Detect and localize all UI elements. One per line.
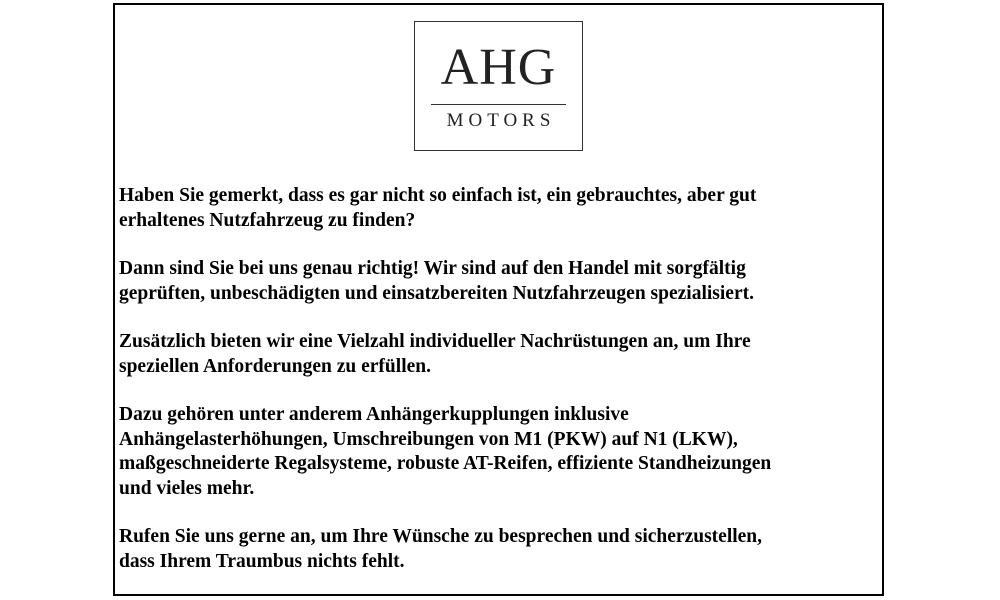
paragraph-contact	[119, 525, 879, 574]
text-line: Dazu gehören unter anderem Anhängerkupplungen inklusive	[119, 404, 629, 425]
ahg-motors-logo	[414, 21, 583, 151]
logo-wordmark: AHG	[440, 39, 557, 96]
text-line: Rufen Sie uns gerne an, um Ihre Wünsche zu besprechen und sicherzustellen,	[119, 526, 763, 547]
text-line: Anhängelasterhöhungen, Umschreibungen von M1 (PKW) auf N1 (LKW),	[119, 428, 738, 450]
text-line: maßgeschneiderte Regalsysteme, robuste AT-Reifen, effiziente Standheizungen	[119, 453, 772, 474]
document-body	[119, 184, 879, 598]
text-line: und vieles mehr.	[119, 477, 255, 499]
logo-subtitle: MOTORS	[446, 110, 556, 131]
paragraph-features	[119, 403, 879, 501]
text-line: Haben Sie gemerkt, dass es gar nicht so einfach ist, ein gebrauchtes, aber gut	[119, 185, 757, 206]
text-line: Zusätzlich bieten wir eine Vielzahl individueller Nachrüstungen an, um Ihre	[119, 331, 751, 352]
paragraph-specialization	[119, 257, 879, 306]
text-line: speziellen Anforderungen zu erfüllen.	[119, 355, 431, 377]
text-line: dass Ihrem Traumbus nichts fehlt.	[119, 550, 405, 572]
text-line: Dann sind Sie bei uns genau richtig! Wir sind auf den Handel mit sorgfältig	[119, 258, 746, 279]
text-line: erhaltenes Nutzfahrzeug zu finden?	[119, 209, 416, 231]
text-line: geprüften, unbeschädigten und einsatzbereiten Nutzfahrzeugen spezialisiert.	[119, 282, 754, 304]
paragraph-upgrades	[119, 330, 879, 379]
logo-divider	[431, 104, 566, 105]
paragraph-intro	[119, 184, 879, 233]
